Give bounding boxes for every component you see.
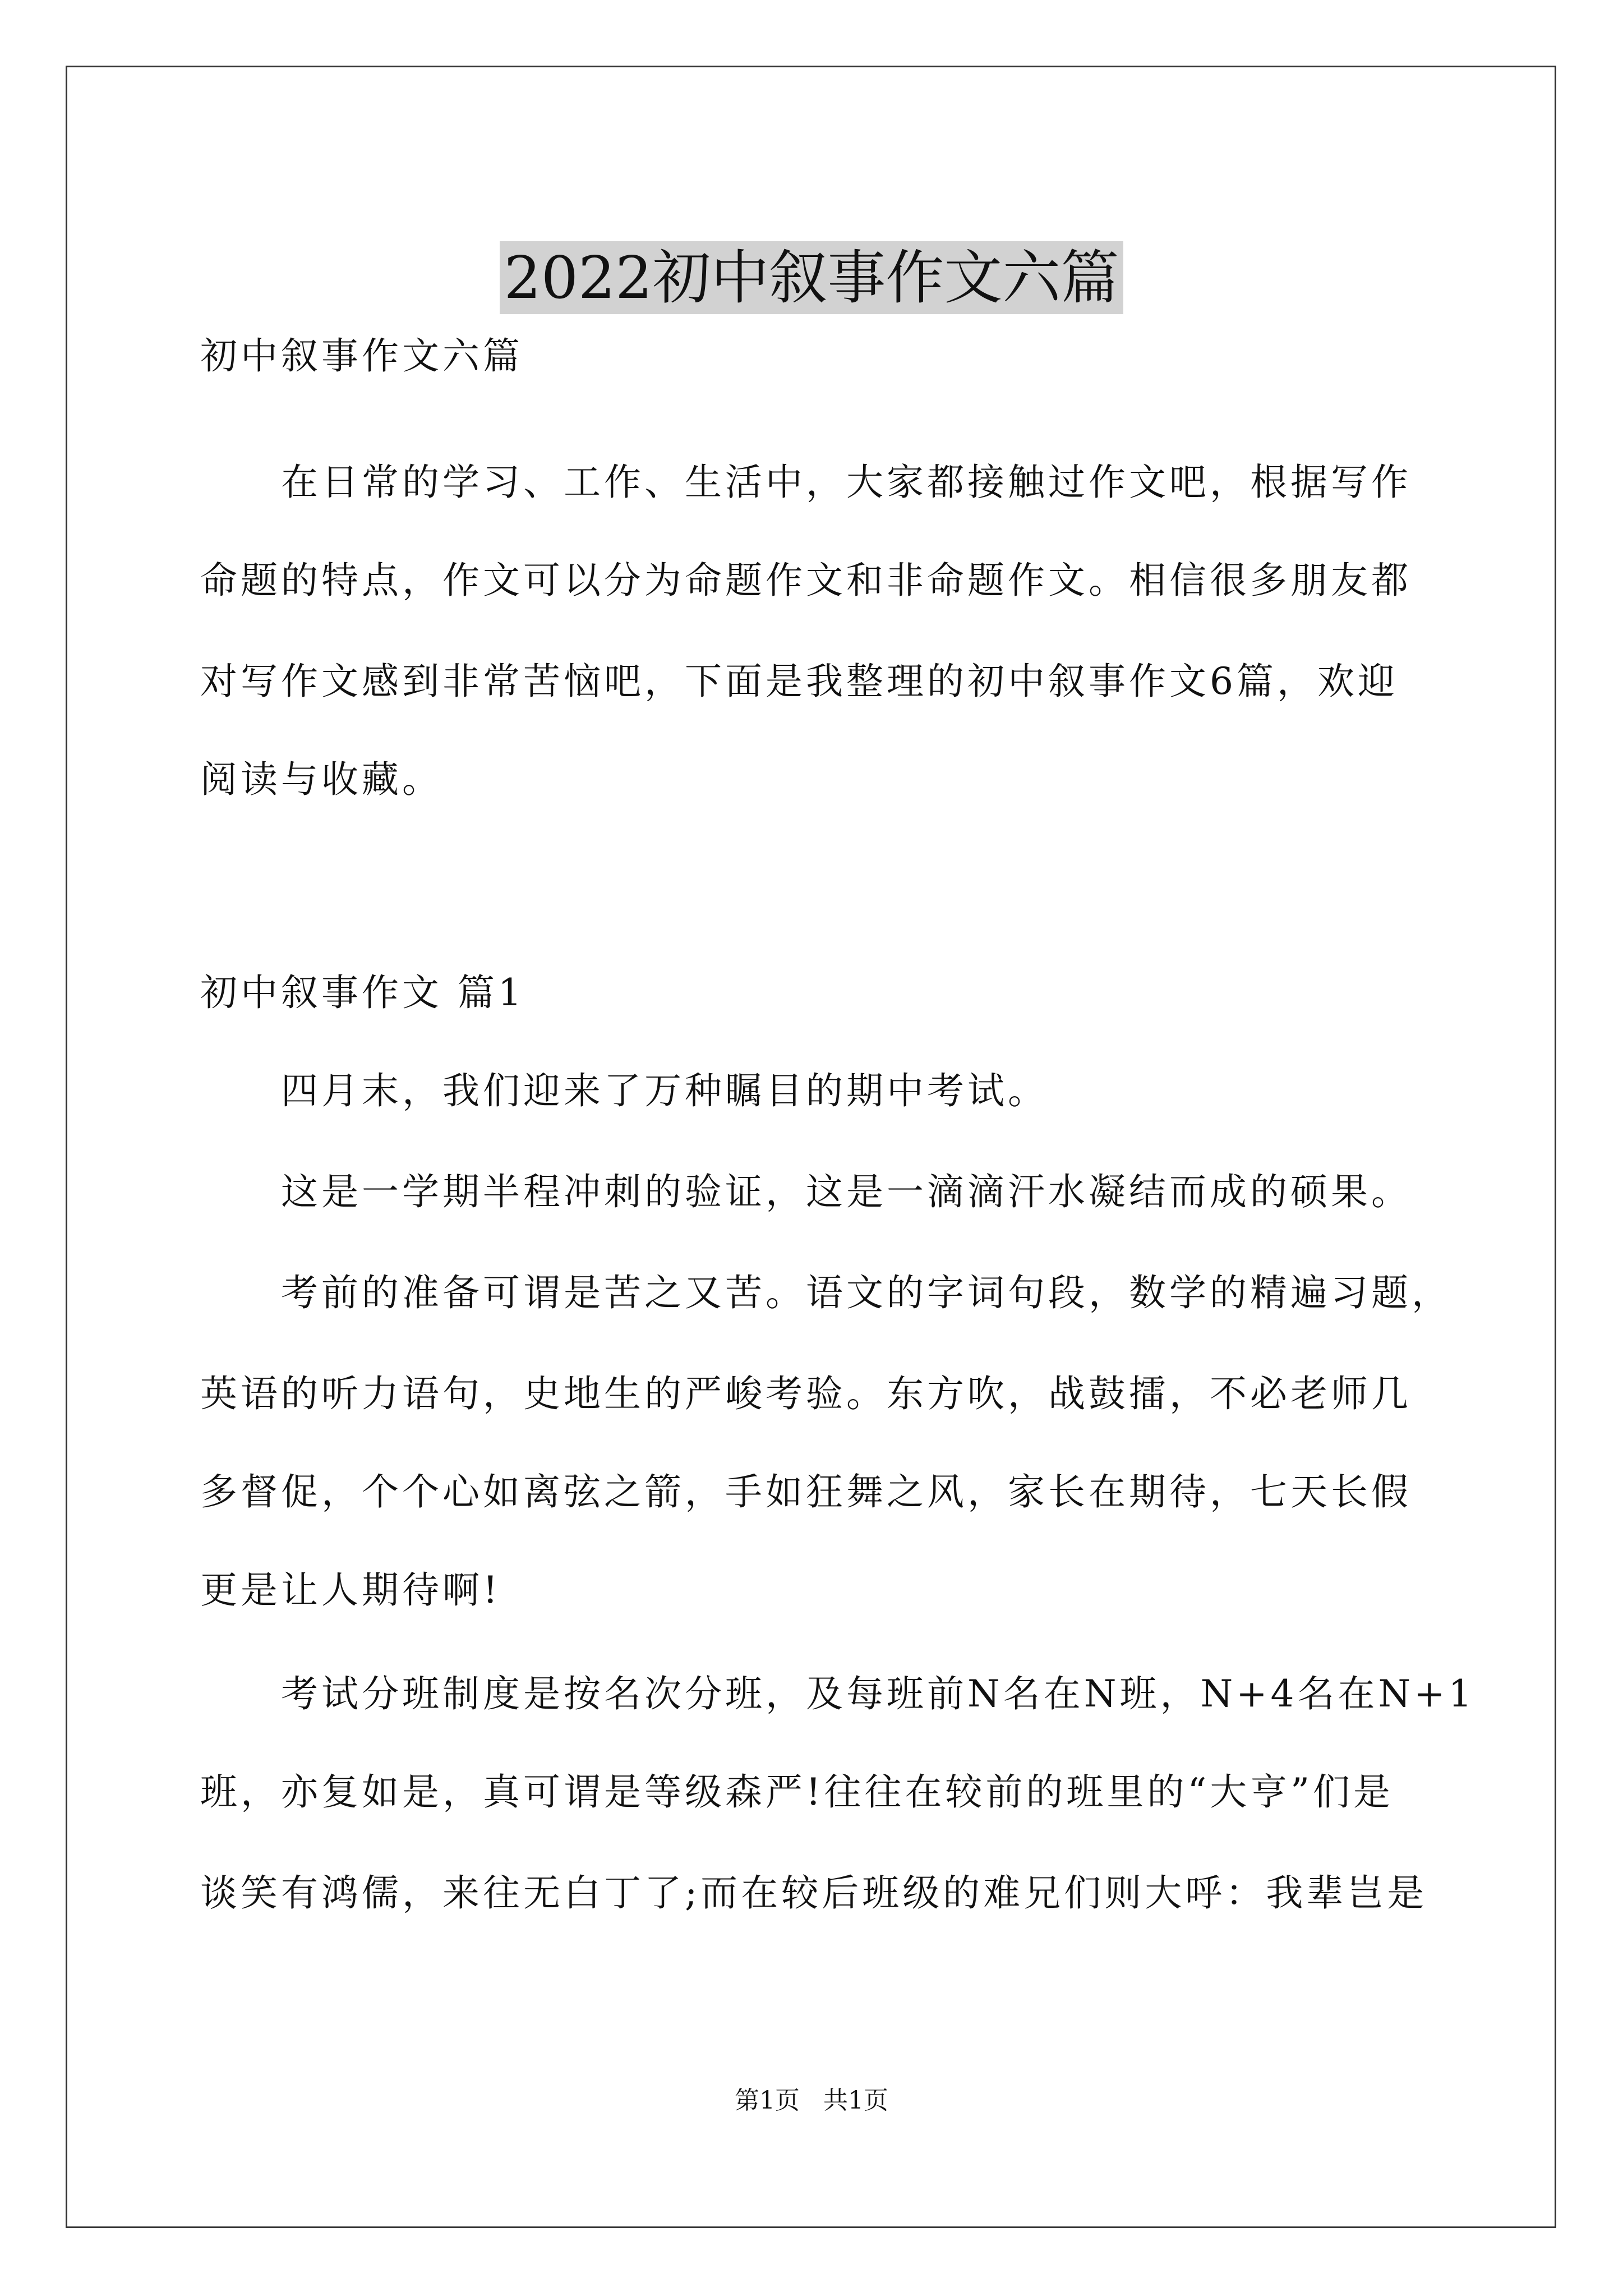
text-line: 这是一学期半程冲刺的验证，这是一滴滴汗水凝结而成的硕果。 <box>200 1170 1412 1213</box>
text-line: 考试分班制度是按名次分班，及每班前N名在N班，N+4名在N+1 <box>200 1672 1476 1715</box>
text-line: 谈笑有鸿儒，来往无白丁了;而在较后班级的难兄们则大呼：我辈岂是 <box>200 1871 1428 1915</box>
text-line: 英语的听力语句，史地生的严峻考验。东方吹，战鼓擂，不必老师几 <box>200 1372 1412 1415</box>
section-heading: 初中叙事作文 篇1 <box>200 971 525 1014</box>
text-line: 阅读与收藏。 <box>200 758 442 801</box>
title-text: 2022初中叙事作文六篇 <box>500 241 1124 314</box>
text-line: 对写作文感到非常苦恼吧，下面是我整理的初中叙事作文6篇，欢迎 <box>200 660 1398 703</box>
document-title <box>0 236 1623 320</box>
page-footer: 第1页 共1页 <box>735 2086 888 2115</box>
text-line: 四月末，我们迎来了万种瞩目的期中考试。 <box>200 1069 1048 1112</box>
text-line: 班，亦复如是，真可谓是等级森严!往往在较前的班里的“大亨”们是 <box>200 1770 1394 1814</box>
text-line: 多督促，个个心如离弦之箭，手如狂舞之风，家长在期待，七天长假 <box>200 1470 1412 1513</box>
text-line: 初中叙事作文六篇 <box>200 334 523 378</box>
text-line: 考前的准备可谓是苦之又苦。语文的字词句段，数学的精遍习题， <box>200 1271 1452 1314</box>
text-line: 命题的特点，作文可以分为命题作文和非命题作文。相信很多朋友都 <box>200 559 1412 602</box>
text-line: 更是让人期待啊! <box>200 1568 501 1612</box>
text-line: 在日常的学习、工作、生活中，大家都接触过作文吧，根据写作 <box>200 461 1412 504</box>
